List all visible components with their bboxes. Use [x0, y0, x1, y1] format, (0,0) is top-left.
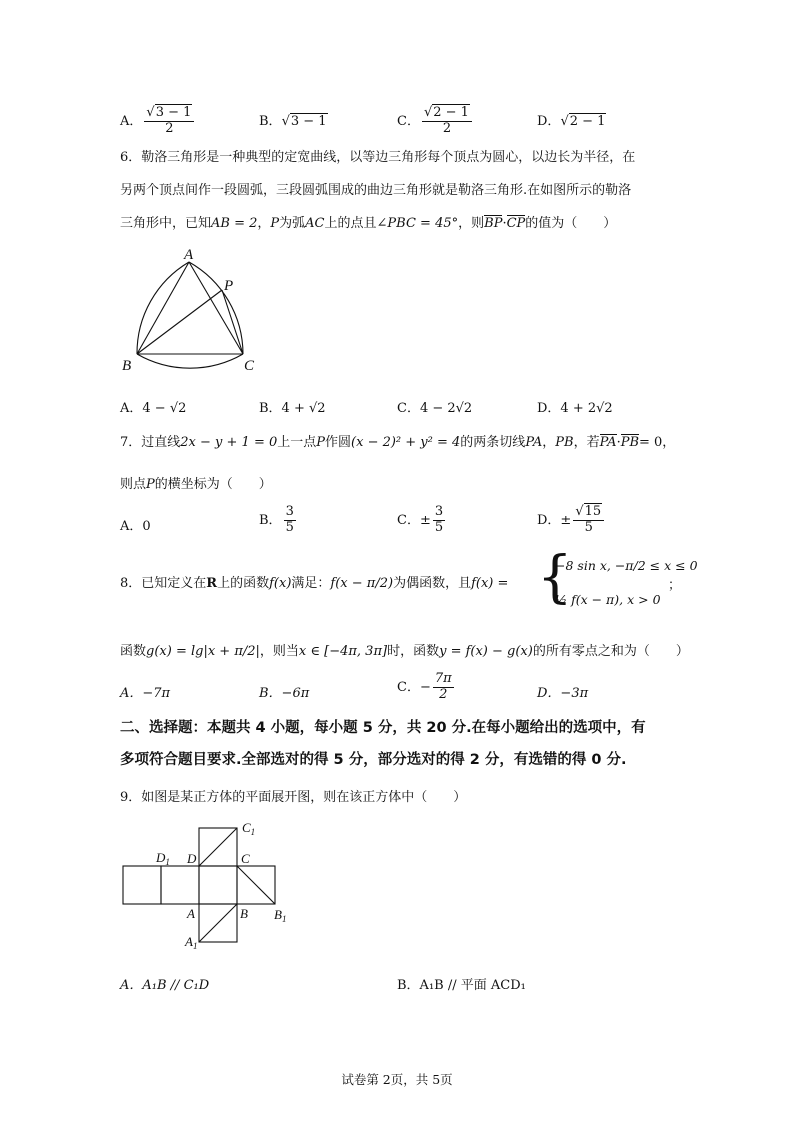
segment-ab — [137, 262, 189, 354]
option-label: C．± — [397, 512, 431, 528]
text: 7．过直线 — [120, 435, 181, 450]
text: 则点 — [120, 477, 147, 492]
q7-option-a: A．0 — [120, 519, 151, 534]
q6-option-d: D．4 + 2√2 — [537, 401, 613, 416]
segment-bp — [137, 290, 222, 354]
math: R — [206, 576, 218, 591]
text: ， — [542, 435, 556, 450]
text: 为弧 — [279, 216, 306, 231]
math: f(x) — [269, 576, 292, 591]
vector: CP — [506, 216, 526, 231]
math: AB = 2 — [211, 216, 258, 231]
net-face — [123, 866, 161, 904]
net-face — [161, 866, 199, 904]
math: PA — [525, 435, 543, 450]
q7-option-b — [259, 505, 298, 536]
math: f(x − π/2) — [330, 576, 394, 591]
label-a1: $A_1$ — [185, 934, 198, 951]
q7-option-c — [397, 505, 447, 536]
segment-ac — [189, 262, 243, 354]
label-d: D — [187, 851, 197, 866]
text: ，则当 — [259, 644, 299, 659]
fraction: $\frac{√15}{5}$ — [573, 505, 604, 536]
q6-line1: 6．勒洛三角形是一种典型的定宽曲线，以等边三角形每个顶点为圆心，以边长为半径，在 — [120, 150, 636, 165]
label-b: B — [122, 358, 132, 374]
label-b: B — [240, 906, 248, 921]
denominator: 2 — [439, 686, 448, 702]
math: (x − 2)² + y² = 4 — [351, 435, 461, 450]
q7-line1 — [120, 431, 675, 450]
math: PB — [555, 435, 574, 450]
diagonal-dc1 — [199, 828, 237, 866]
q9-stem: 9．如图是某正方体的平面展开图，则在该正方体中（ ） — [120, 790, 467, 805]
text: 为偶函数，且 — [393, 576, 472, 591]
option-label: A． — [120, 113, 143, 129]
q8-option-b: B．−6π — [259, 686, 310, 701]
option-label: C．− — [397, 679, 431, 695]
math: ∠PBC = 45° — [376, 216, 459, 231]
option-label: D． — [537, 114, 561, 129]
math: AC — [305, 216, 325, 231]
text: 满足： — [291, 576, 331, 591]
q6-option-c: C．4 − 2√2 — [397, 401, 473, 416]
fraction — [433, 505, 445, 536]
text: · — [502, 216, 507, 231]
fraction: $\frac{√2 - 1}{2}$ — [422, 106, 472, 137]
q5-option-c — [397, 106, 474, 137]
text: ，若 — [573, 435, 600, 450]
text: ， — [257, 216, 271, 231]
label-a: A — [187, 906, 195, 921]
text: = 0， — [639, 435, 676, 450]
text: ，则 — [458, 216, 485, 231]
q8-case-1: −8 sin x, −π/2 ≤ x ≤ 0 — [555, 558, 698, 573]
option-label: B． — [259, 114, 282, 129]
diagonal-cb1 — [237, 866, 275, 904]
text: 三角形中，已知 — [120, 216, 212, 231]
numerator: 3 — [434, 504, 444, 519]
text: 的所有零点之和为（ ） — [532, 644, 689, 659]
q8-line1 — [120, 572, 508, 591]
q8-line1-end: ； — [668, 578, 682, 593]
text: 上一点 — [277, 435, 317, 450]
q8-line2 — [120, 640, 689, 659]
denominator: 5 — [285, 519, 294, 535]
page-footer: 试卷第 2页，共 5页 — [341, 1072, 453, 1087]
fraction — [433, 672, 454, 703]
text: 作圆 — [325, 435, 352, 450]
math: P — [270, 216, 280, 231]
piecewise-brace: { — [537, 545, 573, 610]
cube-net-figure — [118, 818, 298, 958]
text: 的两条切线 — [460, 435, 526, 450]
q6-line3 — [120, 212, 616, 231]
numerator: 3 − 1 — [155, 105, 192, 120]
label-b1: $B_1$ — [274, 907, 287, 924]
text: 时，函数 — [387, 644, 440, 659]
segment-pc — [222, 290, 243, 354]
q5-option-d: D．√2 − 1 — [537, 114, 606, 129]
math: x ∈ [−4π, 3π] — [298, 644, 388, 659]
text: 函数 — [120, 644, 147, 659]
vector: PB — [620, 435, 640, 450]
vector: BP — [484, 216, 503, 231]
section-heading-line1: 二、选择题：本题共 4 小题，每小题 5 分，共 20 分.在每小题给出的选项中，有 — [120, 720, 646, 736]
net-face — [199, 866, 237, 904]
math: y = f(x) − g(x) — [439, 644, 533, 659]
q9-option-a: A．A₁B // C₁D — [120, 978, 210, 993]
numerator: 7π — [434, 671, 452, 686]
fraction — [284, 505, 296, 536]
q6-option-a: A．4 − √2 — [120, 401, 187, 416]
section-heading-line2: 多项符合题目要求.全部选对的得 5 分，部分选对的得 2 分，有选错的得 0 分. — [120, 752, 627, 768]
vector: PA — [599, 435, 617, 450]
math: g(x) = lg|x + π/2| — [146, 644, 260, 659]
label-c: C — [241, 851, 250, 866]
text: · — [616, 435, 621, 450]
q6-line2: 另两个顶点间作一段圆弧，三段圆弧围成的曲边三角形就是勒洛三角形.在如图所示的勒洛 — [120, 183, 632, 198]
text: 的值为（ ） — [525, 216, 617, 231]
text: 的横坐标为（ ） — [154, 477, 272, 492]
denominator: 5 — [584, 519, 593, 535]
math: P — [146, 477, 155, 492]
diagonal-a1b — [199, 904, 237, 942]
q5-option-b: B．√3 − 1 — [259, 114, 327, 129]
q8-option-d: D．−3π — [537, 686, 589, 701]
denominator: 2 — [442, 120, 452, 136]
math: P — [316, 435, 326, 450]
math: 2x − y + 1 = 0 — [180, 435, 278, 450]
arc-bc — [137, 354, 243, 368]
label-d1: $D_1$ — [156, 850, 170, 867]
text: 上的点且 — [324, 216, 377, 231]
q8-case-2: ½ f(x − π), x > 0 — [555, 592, 661, 607]
q7-line2 — [120, 473, 272, 492]
label-c: C — [244, 358, 255, 374]
numerator: 15 — [584, 504, 602, 519]
q6-option-b: B．4 + √2 — [259, 401, 326, 416]
option-label: C． — [397, 113, 420, 129]
option-label: D．± — [537, 512, 572, 528]
label-a: A — [184, 247, 194, 263]
reuleaux-triangle-figure — [118, 246, 268, 381]
fraction: $\frac{√3 - 1}{2}$ — [144, 106, 194, 137]
numerator: 3 — [285, 504, 294, 519]
denominator: 5 — [434, 519, 444, 535]
q8-option-c — [397, 672, 456, 703]
q5-option-a — [120, 106, 196, 137]
math: f(x) = — [471, 576, 509, 591]
label-c1: $C_1$ — [242, 820, 256, 837]
q8-option-a: A．−7π — [120, 686, 171, 701]
q7-option-d — [537, 505, 606, 536]
text: 上的函数 — [217, 576, 270, 591]
numerator: 2 − 1 — [433, 105, 469, 120]
option-value: 3 − 1 — [290, 114, 327, 129]
option-value: 2 − 1 — [569, 114, 606, 129]
label-p: P — [224, 278, 234, 294]
denominator: 2 — [165, 120, 174, 136]
text: 8．已知定义在 — [120, 576, 207, 591]
q9-option-b: B．A₁B // 平面 ACD₁ — [397, 978, 526, 993]
option-label: B． — [259, 512, 282, 528]
